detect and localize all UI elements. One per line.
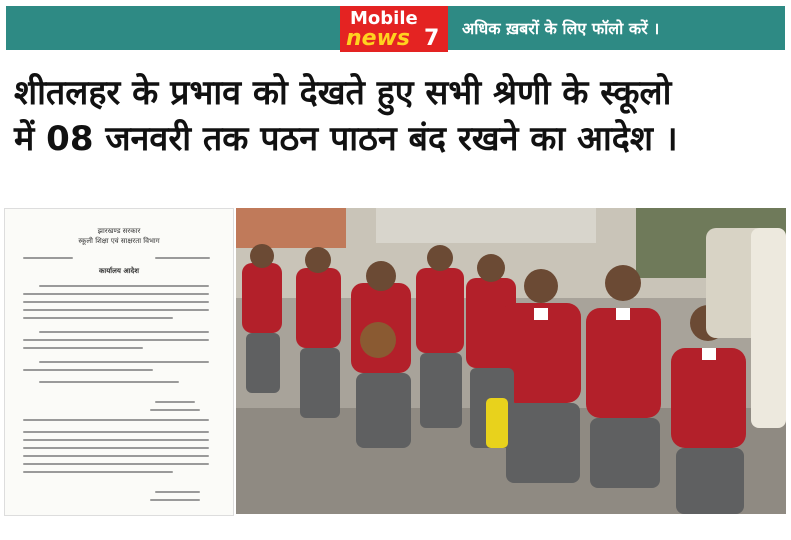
school-children-illustration (236, 208, 786, 514)
doc-govt: झारखण्ड सरकार (97, 227, 141, 235)
logo-mobile-text: Mobile (350, 8, 418, 29)
doc-dept: स्कूली शिक्षा एवं साक्षरता विभाग (78, 237, 160, 245)
headline-line-2: में 08 जनवरी तक पठन पाठन बंद रखने का आदेश । (14, 119, 678, 159)
mobile-news7-logo[interactable] (340, 6, 448, 52)
headline-line-1: शीतलहर के प्रभाव को देखते हुए सभी श्रेणी के स्कूलो (14, 73, 672, 113)
logo-number-text: 7 (424, 26, 440, 51)
official-order-document-image (4, 208, 234, 516)
logo-news-text: news (346, 26, 411, 51)
headline (14, 70, 784, 162)
school-children-photo (236, 208, 786, 514)
doc-title: कार्यालय आदेश (99, 267, 139, 275)
follow-text: अधिक ख़बरों के लिए फॉलो करें । (462, 19, 660, 38)
